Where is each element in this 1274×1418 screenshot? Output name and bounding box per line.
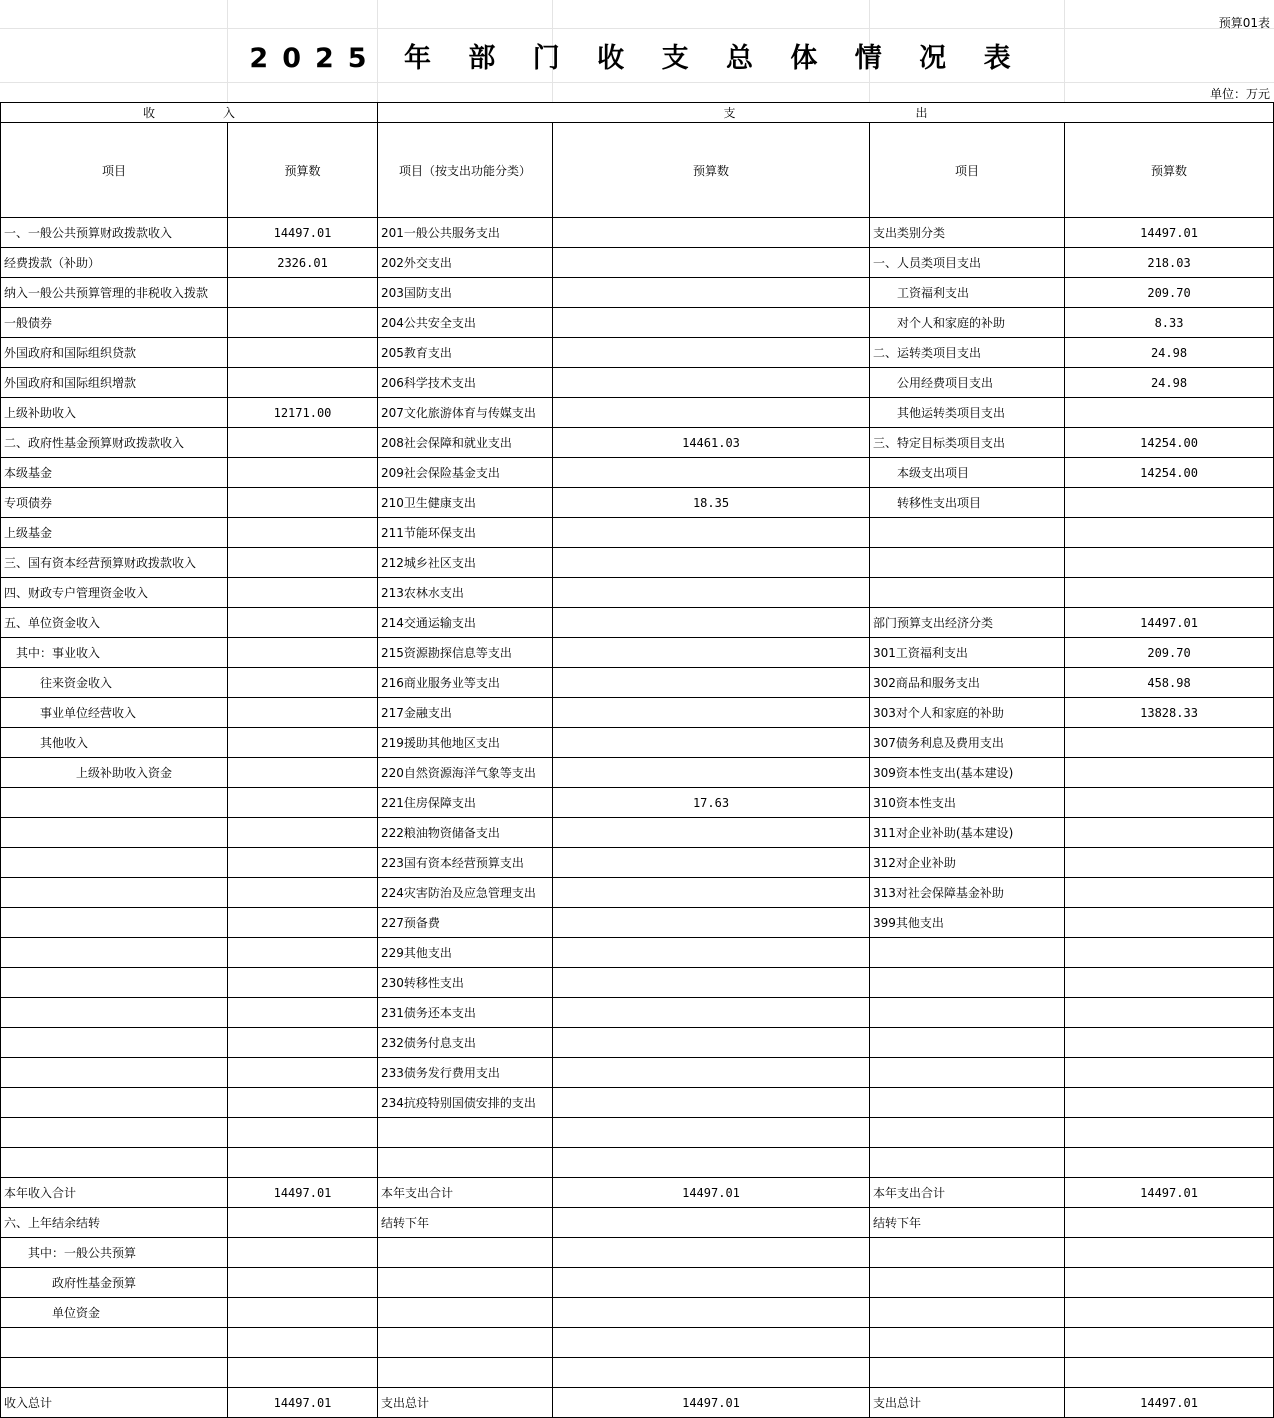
expense-func-item-cell: 214交通运输支出 (378, 608, 553, 638)
expense-class-item-cell: 公用经费项目支出 (870, 368, 1065, 398)
expense-func-budget-cell (553, 578, 870, 608)
table-row (1, 548, 1274, 578)
expense-func-item-cell: 207文化旅游体育与传媒支出 (378, 398, 553, 428)
expense-func-budget-cell (553, 758, 870, 788)
expense-class-item-cell (870, 938, 1065, 968)
expense-func-budget-cell (553, 938, 870, 968)
expense-class-budget-cell: 14254.00 (1065, 458, 1274, 488)
expense-class-budget-cell (1065, 908, 1274, 938)
table-row (1, 1118, 1274, 1148)
income-item-cell: 六、上年结余结转 (1, 1208, 228, 1238)
table-row (1, 848, 1274, 878)
expense-class-budget-cell: 209.70 (1065, 278, 1274, 308)
expense-func-item-cell: 202外交支出 (378, 248, 553, 278)
expense-func-item-cell: 206科学技术支出 (378, 368, 553, 398)
income-budget-cell (228, 638, 378, 668)
income-item-cell (1, 1088, 228, 1118)
expense-class-item-cell (870, 1028, 1065, 1058)
income-item-cell (1, 878, 228, 908)
expense-class-budget-cell (1065, 518, 1274, 548)
expense-func-budget-cell (553, 1148, 870, 1178)
expense-class-budget-cell (1065, 1148, 1274, 1178)
expense-class-budget-cell (1065, 938, 1274, 968)
income-budget-cell (228, 788, 378, 818)
income-item-cell: 三、国有资本经营预算财政拨款收入 (1, 548, 228, 578)
income-item-cell: 专项债券 (1, 488, 228, 518)
income-item-cell (1, 1058, 228, 1088)
expense-func-item-cell: 234抗疫特别国债安排的支出 (378, 1088, 553, 1118)
expense-class-item-cell (870, 1298, 1065, 1328)
expense-func-budget-cell (553, 338, 870, 368)
expense-class-item-cell: 309资本性支出(基本建设) (870, 758, 1065, 788)
income-item-cell: 事业单位经营收入 (1, 698, 228, 728)
expense-func-budget-cell (553, 1028, 870, 1058)
income-budget-cell: 14497.01 (228, 1178, 378, 1208)
expense-func-budget-cell: 18.35 (553, 488, 870, 518)
expense-class-budget-cell: 14497.01 (1065, 218, 1274, 248)
expense-func-item-cell (378, 1268, 553, 1298)
expense-func-item-cell: 204公共安全支出 (378, 308, 553, 338)
income-budget-cell: 14497.01 (228, 218, 378, 248)
expense-class-item-cell: 支出总计 (870, 1388, 1065, 1418)
table-row (1, 1268, 1274, 1298)
table-row (1, 608, 1274, 638)
expense-func-item-cell: 支出总计 (378, 1388, 553, 1418)
expense-class-budget-cell (1065, 1328, 1274, 1358)
table-row (1, 578, 1274, 608)
table-row (1, 458, 1274, 488)
col-header-item3: 项目 (870, 123, 1065, 218)
income-budget-cell (228, 878, 378, 908)
income-budget-cell (228, 518, 378, 548)
col-header-budget2: 预算数 (553, 123, 870, 218)
expense-func-item-cell: 220自然资源海洋气象等支出 (378, 758, 553, 788)
expense-func-budget-cell (553, 1298, 870, 1328)
income-budget-cell (228, 1328, 378, 1358)
expense-func-budget-cell: 17.63 (553, 788, 870, 818)
income-budget-cell (228, 338, 378, 368)
income-item-cell (1, 1358, 228, 1388)
expense-class-budget-cell (1065, 968, 1274, 998)
expense-func-budget-cell (553, 968, 870, 998)
expense-class-item-cell (870, 1058, 1065, 1088)
expense-class-item-cell: 支出类别分类 (870, 218, 1065, 248)
expense-func-item-cell: 本年支出合计 (378, 1178, 553, 1208)
income-budget-cell (228, 848, 378, 878)
expense-func-budget-cell: 14461.03 (553, 428, 870, 458)
expense-func-item-cell: 217金融支出 (378, 698, 553, 728)
income-budget-cell (228, 1268, 378, 1298)
expense-func-budget-cell (553, 1088, 870, 1118)
table-row (1, 1208, 1274, 1238)
expense-class-budget-cell (1065, 758, 1274, 788)
expense-class-budget-cell (1065, 1118, 1274, 1148)
col-header-budget: 预算数 (228, 123, 378, 218)
expense-class-item-cell: 二、运转类项目支出 (870, 338, 1065, 368)
expense-class-budget-cell: 458.98 (1065, 668, 1274, 698)
expense-func-budget-cell (553, 818, 870, 848)
income-budget-cell (228, 728, 378, 758)
expense-func-budget-cell (553, 608, 870, 638)
table-row (1, 518, 1274, 548)
table-row (1, 488, 1274, 518)
expense-func-budget-cell: 14497.01 (553, 1388, 870, 1418)
income-budget-cell (228, 698, 378, 728)
expense-class-item-cell (870, 1238, 1065, 1268)
income-budget-cell (228, 608, 378, 638)
expense-class-budget-cell (1065, 1358, 1274, 1388)
income-budget-cell (228, 488, 378, 518)
expense-func-budget-cell (553, 278, 870, 308)
expense-func-budget-cell (553, 398, 870, 428)
income-item-cell: 上级基金 (1, 518, 228, 548)
expense-class-budget-cell: 14497.01 (1065, 1388, 1274, 1418)
income-budget-cell (228, 368, 378, 398)
expense-func-budget-cell (553, 548, 870, 578)
expense-class-budget-cell: 24.98 (1065, 368, 1274, 398)
expense-func-item-cell (378, 1238, 553, 1268)
expense-class-budget-cell (1065, 1298, 1274, 1328)
expense-class-item-cell: 部门预算支出经济分类 (870, 608, 1065, 638)
table-row (1, 338, 1274, 368)
income-item-cell: 外国政府和国际组织增款 (1, 368, 228, 398)
table-row (1, 1028, 1274, 1058)
expense-class-item-cell (870, 1268, 1065, 1298)
expense-func-item-cell: 209社会保险基金支出 (378, 458, 553, 488)
income-item-cell: 五、单位资金收入 (1, 608, 228, 638)
expense-class-budget-cell (1065, 548, 1274, 578)
unit-label: 单位：万元 (1209, 87, 1270, 101)
expense-class-item-cell: 399其他支出 (870, 908, 1065, 938)
expense-func-item-cell: 231债务还本支出 (378, 998, 553, 1028)
table-row (1, 908, 1274, 938)
expense-func-budget-cell (553, 1268, 870, 1298)
expense-class-budget-cell (1065, 818, 1274, 848)
expense-class-budget-cell (1065, 878, 1274, 908)
income-budget-cell (228, 1058, 378, 1088)
expense-func-item-cell (378, 1118, 553, 1148)
expense-func-item-cell: 229其他支出 (378, 938, 553, 968)
income-budget-cell (228, 578, 378, 608)
income-item-cell (1, 998, 228, 1028)
expense-func-item-cell: 219援助其他地区支出 (378, 728, 553, 758)
table-row (1, 728, 1274, 758)
table-row (1, 1058, 1274, 1088)
expense-func-budget-cell (553, 638, 870, 668)
expense-func-item-cell: 216商业服务业等支出 (378, 668, 553, 698)
expense-class-item-cell: 其他运转类项目支出 (870, 398, 1065, 428)
expense-class-item-cell (870, 998, 1065, 1028)
table-row (1, 788, 1274, 818)
expense-class-budget-cell: 14254.00 (1065, 428, 1274, 458)
table-row (1, 218, 1274, 248)
expense-func-budget-cell (553, 728, 870, 758)
page-title: 2025 年 部 门 收 支 总 体 情 况 表 (249, 43, 1025, 74)
table-row (1, 998, 1274, 1028)
expense-class-budget-cell (1065, 848, 1274, 878)
income-item-cell (1, 1028, 228, 1058)
expense-func-item-cell: 205教育支出 (378, 338, 553, 368)
expense-class-item-cell: 310资本性支出 (870, 788, 1065, 818)
income-item-cell (1, 1328, 228, 1358)
expense-func-item-cell: 结转下年 (378, 1208, 553, 1238)
expense-func-item-cell: 201一般公共服务支出 (378, 218, 553, 248)
table-row (1, 398, 1274, 428)
income-item-cell (1, 1118, 228, 1148)
income-item-cell: 其中：事业收入 (1, 638, 228, 668)
table-row (1, 938, 1274, 968)
expense-class-budget-cell (1065, 1028, 1274, 1058)
income-item-cell: 外国政府和国际组织贷款 (1, 338, 228, 368)
expense-class-item-cell: 对个人和家庭的补助 (870, 308, 1065, 338)
income-budget-cell (228, 1298, 378, 1328)
income-item-cell (1, 1148, 228, 1178)
income-budget-cell (228, 668, 378, 698)
expense-func-budget-cell (553, 1058, 870, 1088)
expense-class-budget-cell (1065, 1088, 1274, 1118)
income-item-cell: 一般债券 (1, 308, 228, 338)
income-budget-cell (228, 908, 378, 938)
expense-class-budget-cell: 218.03 (1065, 248, 1274, 278)
expense-func-budget-cell (553, 218, 870, 248)
income-item-cell: 其中：一般公共预算 (1, 1238, 228, 1268)
section-income: 收入 (1, 103, 378, 123)
expense-class-item-cell: 本级支出项目 (870, 458, 1065, 488)
table-row (1, 1148, 1274, 1178)
expense-class-item-cell: 303对个人和家庭的补助 (870, 698, 1065, 728)
expense-func-item-cell: 203国防支出 (378, 278, 553, 308)
table-row (1, 638, 1274, 668)
income-item-cell: 上级补助收入资金 (1, 758, 228, 788)
income-item-cell (1, 938, 228, 968)
expense-func-budget-cell (553, 698, 870, 728)
col-header-budget3: 预算数 (1065, 123, 1274, 218)
section-expense: 支出 (378, 103, 1274, 123)
expense-class-item-cell (870, 968, 1065, 998)
table-row (1, 278, 1274, 308)
col-header-item: 项目 (1, 123, 228, 218)
expense-func-budget-cell: 14497.01 (553, 1178, 870, 1208)
expense-func-item-cell (378, 1358, 553, 1388)
expense-func-item-cell: 227预备费 (378, 908, 553, 938)
income-budget-cell (228, 1028, 378, 1058)
expense-func-item-cell (378, 1298, 553, 1328)
expense-class-item-cell (870, 1358, 1065, 1388)
expense-class-item-cell (870, 1088, 1065, 1118)
expense-func-budget-cell (553, 458, 870, 488)
income-item-cell: 收入总计 (1, 1388, 228, 1418)
expense-class-item-cell: 结转下年 (870, 1208, 1065, 1238)
income-budget-cell (228, 968, 378, 998)
expense-class-item-cell: 本年支出合计 (870, 1178, 1065, 1208)
expense-func-item-cell: 208社会保障和就业支出 (378, 428, 553, 458)
income-budget-cell (228, 458, 378, 488)
column-header-row (1, 123, 1274, 218)
income-item-cell: 单位资金 (1, 1298, 228, 1328)
income-budget-cell (228, 1118, 378, 1148)
income-budget-cell (228, 548, 378, 578)
expense-class-item-cell (870, 1118, 1065, 1148)
income-item-cell: 本年收入合计 (1, 1178, 228, 1208)
expense-func-budget-cell (553, 878, 870, 908)
table-row (1, 1088, 1274, 1118)
income-budget-cell (228, 1358, 378, 1388)
expense-class-budget-cell: 13828.33 (1065, 698, 1274, 728)
income-budget-cell (228, 758, 378, 788)
expense-func-item-cell: 212城乡社区支出 (378, 548, 553, 578)
expense-func-budget-cell (553, 518, 870, 548)
expense-class-item-cell (870, 518, 1065, 548)
income-budget-cell (228, 1208, 378, 1238)
expense-class-item-cell (870, 578, 1065, 608)
expense-func-item-cell: 210卫生健康支出 (378, 488, 553, 518)
income-item-cell: 一、一般公共预算财政拨款收入 (1, 218, 228, 248)
budget-table (0, 102, 1274, 1418)
table-row (1, 1178, 1274, 1208)
income-budget-cell (228, 1238, 378, 1268)
expense-class-budget-cell (1065, 1208, 1274, 1238)
expense-class-budget-cell (1065, 1268, 1274, 1298)
expense-func-item-cell: 213农林水支出 (378, 578, 553, 608)
expense-func-budget-cell (553, 1208, 870, 1238)
income-item-cell: 上级补助收入 (1, 398, 228, 428)
expense-func-item-cell (378, 1148, 553, 1178)
expense-class-budget-cell (1065, 488, 1274, 518)
income-budget-cell (228, 428, 378, 458)
expense-class-item-cell: 312对企业补助 (870, 848, 1065, 878)
expense-class-budget-cell (1065, 1238, 1274, 1268)
expense-class-item-cell (870, 1148, 1065, 1178)
expense-func-budget-cell (553, 248, 870, 278)
income-budget-cell: 2326.01 (228, 248, 378, 278)
section-header-row (1, 103, 1274, 123)
income-budget-cell (228, 1088, 378, 1118)
expense-class-item-cell: 转移性支出项目 (870, 488, 1065, 518)
income-budget-cell (228, 1148, 378, 1178)
table-row (1, 1328, 1274, 1358)
income-item-cell: 政府性基金预算 (1, 1268, 228, 1298)
expense-class-item-cell: 三、特定目标类项目支出 (870, 428, 1065, 458)
expense-func-budget-cell (553, 908, 870, 938)
table-row (1, 1298, 1274, 1328)
expense-func-item-cell (378, 1328, 553, 1358)
expense-class-item-cell: 一、人员类项目支出 (870, 248, 1065, 278)
expense-class-item-cell: 工资福利支出 (870, 278, 1065, 308)
expense-class-item-cell: 307债务利息及费用支出 (870, 728, 1065, 758)
income-item-cell: 纳入一般公共预算管理的非税收入拨款 (1, 278, 228, 308)
expense-class-item-cell: 302商品和服务支出 (870, 668, 1065, 698)
table-row (1, 668, 1274, 698)
income-item-cell: 往来资金收入 (1, 668, 228, 698)
expense-func-budget-cell (553, 368, 870, 398)
expense-class-item-cell: 311对企业补助(基本建设) (870, 818, 1065, 848)
expense-class-budget-cell: 8.33 (1065, 308, 1274, 338)
income-item-cell (1, 848, 228, 878)
expense-func-budget-cell (553, 998, 870, 1028)
income-budget-cell (228, 938, 378, 968)
income-budget-cell: 14497.01 (228, 1388, 378, 1418)
expense-class-budget-cell (1065, 1058, 1274, 1088)
income-budget-cell (228, 278, 378, 308)
income-item-cell (1, 818, 228, 848)
table-row (1, 1388, 1274, 1418)
table-row (1, 1238, 1274, 1268)
expense-func-item-cell: 211节能环保支出 (378, 518, 553, 548)
table-row (1, 428, 1274, 458)
table-row (1, 248, 1274, 278)
income-item-cell: 经费拨款（补助） (1, 248, 228, 278)
table-row (1, 758, 1274, 788)
expense-func-budget-cell (553, 1238, 870, 1268)
expense-class-budget-cell: 14497.01 (1065, 1178, 1274, 1208)
expense-func-budget-cell (553, 308, 870, 338)
income-item-cell: 其他收入 (1, 728, 228, 758)
expense-func-item-cell: 222粮油物资储备支出 (378, 818, 553, 848)
income-budget-cell: 12171.00 (228, 398, 378, 428)
expense-func-item-cell: 233债务发行费用支出 (378, 1058, 553, 1088)
income-budget-cell (228, 818, 378, 848)
expense-func-budget-cell (553, 1328, 870, 1358)
expense-func-item-cell: 230转移性支出 (378, 968, 553, 998)
expense-func-item-cell: 232债务付息支出 (378, 1028, 553, 1058)
expense-class-item-cell: 313对社会保障基金补助 (870, 878, 1065, 908)
income-budget-cell (228, 998, 378, 1028)
income-item-cell: 本级基金 (1, 458, 228, 488)
expense-func-item-cell: 224灾害防治及应急管理支出 (378, 878, 553, 908)
expense-class-budget-cell: 14497.01 (1065, 608, 1274, 638)
expense-class-item-cell: 301工资福利支出 (870, 638, 1065, 668)
expense-class-item-cell (870, 1328, 1065, 1358)
expense-class-budget-cell (1065, 998, 1274, 1028)
expense-func-budget-cell (553, 848, 870, 878)
col-header-item-func: 项目（按支出功能分类） (378, 123, 553, 218)
expense-func-budget-cell (553, 1118, 870, 1148)
table-row (1, 968, 1274, 998)
expense-class-item-cell (870, 548, 1065, 578)
expense-class-budget-cell (1065, 578, 1274, 608)
income-item-cell: 四、财政专户管理资金收入 (1, 578, 228, 608)
table-row (1, 818, 1274, 848)
expense-class-budget-cell (1065, 788, 1274, 818)
table-row (1, 368, 1274, 398)
table-row (1, 878, 1274, 908)
income-item-cell: 二、政府性基金预算财政拨款收入 (1, 428, 228, 458)
income-item-cell (1, 788, 228, 818)
income-item-cell (1, 908, 228, 938)
expense-class-budget-cell: 24.98 (1065, 338, 1274, 368)
income-budget-cell (228, 308, 378, 338)
form-number: 预算01表 (1218, 16, 1270, 30)
income-item-cell (1, 968, 228, 998)
expense-class-budget-cell (1065, 728, 1274, 758)
table-row (1, 698, 1274, 728)
expense-func-item-cell: 223国有资本经营预算支出 (378, 848, 553, 878)
expense-func-item-cell: 221住房保障支出 (378, 788, 553, 818)
expense-func-budget-cell (553, 1358, 870, 1388)
table-row (1, 308, 1274, 338)
table-row (1, 1358, 1274, 1388)
expense-func-budget-cell (553, 668, 870, 698)
expense-class-budget-cell: 209.70 (1065, 638, 1274, 668)
expense-class-budget-cell (1065, 398, 1274, 428)
expense-func-item-cell: 215资源勘探信息等支出 (378, 638, 553, 668)
